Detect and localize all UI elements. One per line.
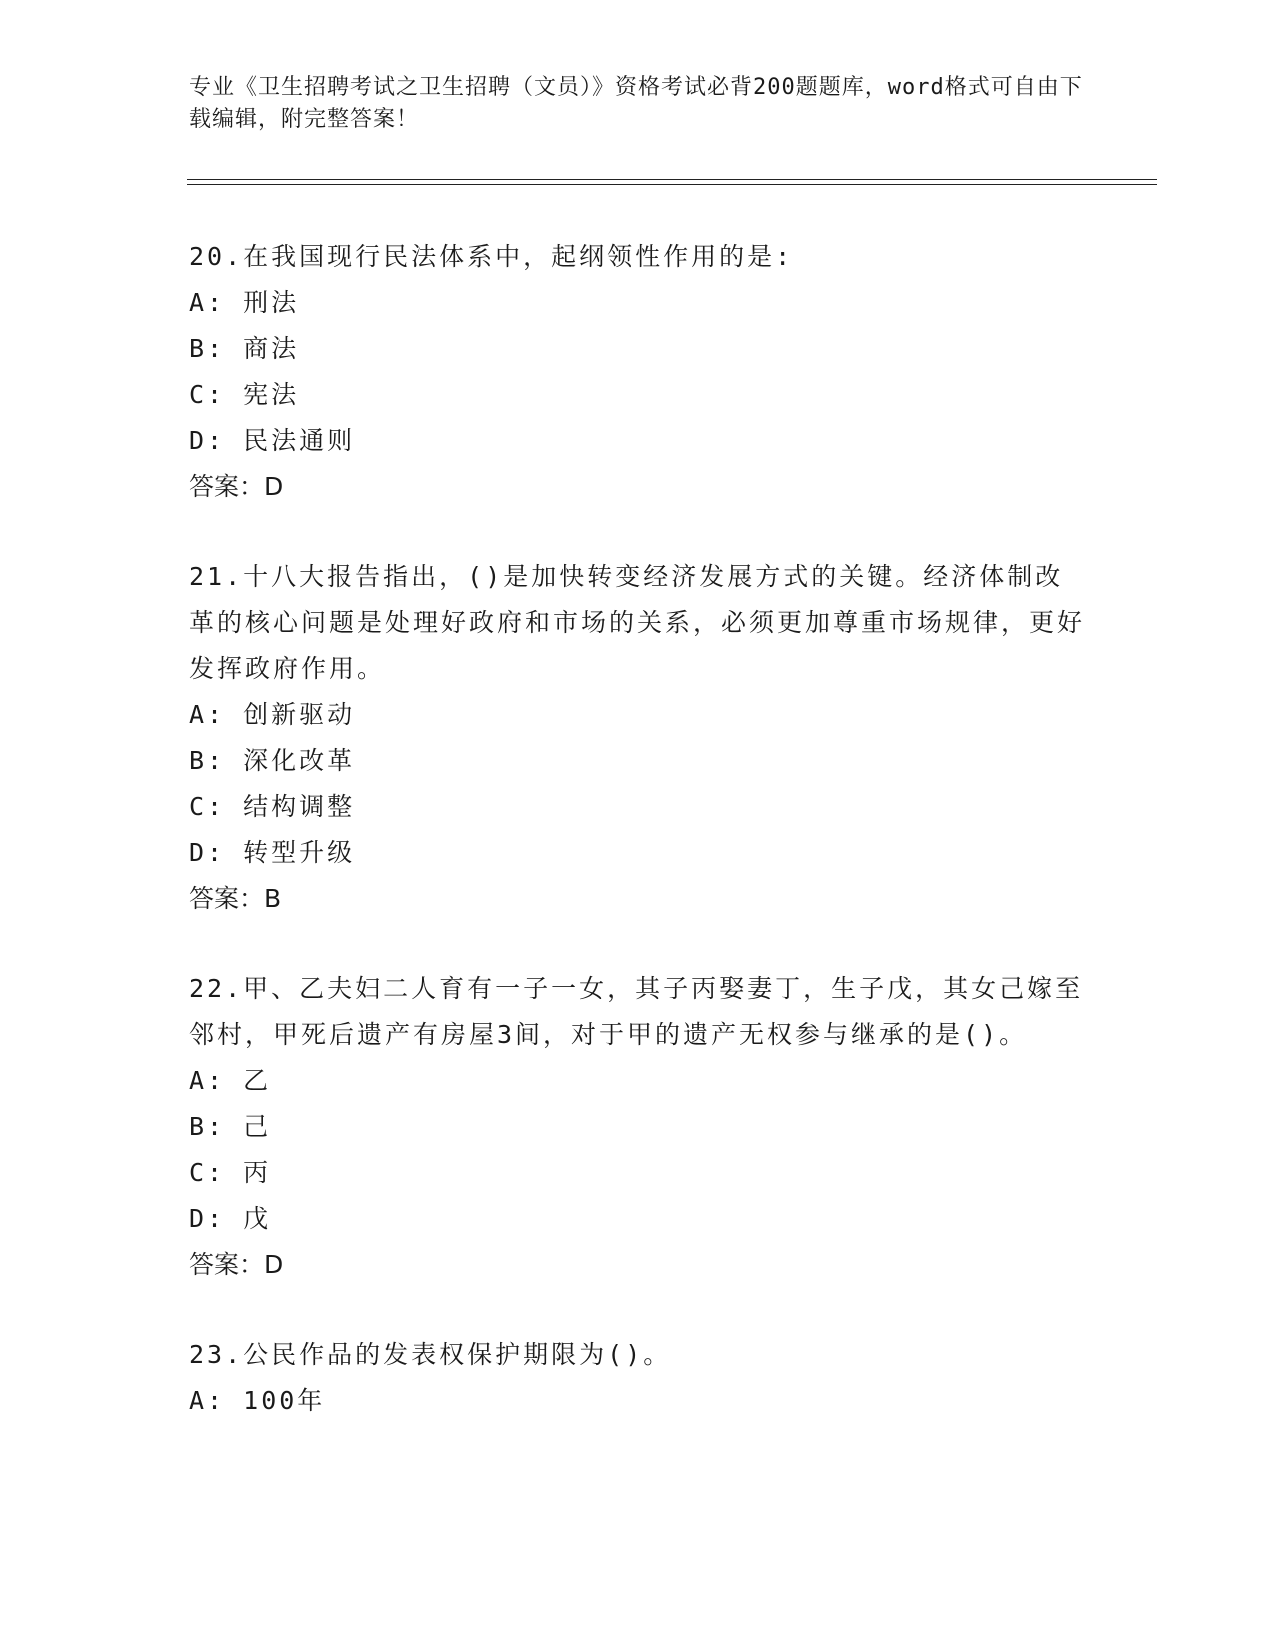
header-double-rule: [187, 179, 1157, 185]
question-20: [189, 234, 1089, 510]
document-header: 专业《卫生招聘考试之卫生招聘（文员）》资格考试必背200题题库，word格式可自由下载编辑，附完整答案！: [189, 75, 1083, 132]
question-stem: 22.甲、乙夫妇二人育有一子一女，其子丙娶妻丁，生子戊，其女己嫁至邻村，甲死后遗产有房屋3间，对于甲的遗产无权参与继承的是()。: [189, 974, 1084, 1049]
option-d: D: 转型升级: [189, 838, 356, 867]
question-21: [189, 554, 1089, 922]
answer: 答案：D: [189, 1250, 284, 1279]
option-d: D: 戊: [189, 1204, 272, 1233]
option-a: A: 100年: [189, 1386, 326, 1415]
option-c: C: 结构调整: [189, 792, 356, 821]
question-stem: 23.公民作品的发表权保护期限为()。: [189, 1340, 672, 1369]
option-a: A: 乙: [189, 1066, 272, 1095]
option-c: C: 丙: [189, 1158, 272, 1187]
option-a: A: 刑法: [189, 288, 300, 317]
answer: 答案：B: [189, 884, 282, 913]
option-b: B: 深化改革: [189, 746, 356, 775]
option-d: D: 民法通则: [189, 426, 356, 455]
option-b: B: 己: [189, 1112, 272, 1141]
question-list: [189, 234, 1089, 1468]
question-23: [189, 1332, 1089, 1424]
question-22: [189, 966, 1089, 1288]
option-a: A: 创新驱动: [189, 700, 356, 729]
answer: 答案：D: [189, 472, 284, 501]
option-c: C: 宪法: [189, 380, 300, 409]
option-b: B: 商法: [189, 334, 300, 363]
question-stem: 21.十八大报告指出，()是加快转变经济发展方式的关键。经济体制改革的核心问题是处理好政府和市场的关系，必须更加尊重市场规律，更好发挥政府作用。: [189, 562, 1086, 683]
question-stem: 20.在我国现行民法体系中，起纲领性作用的是:: [189, 242, 794, 271]
